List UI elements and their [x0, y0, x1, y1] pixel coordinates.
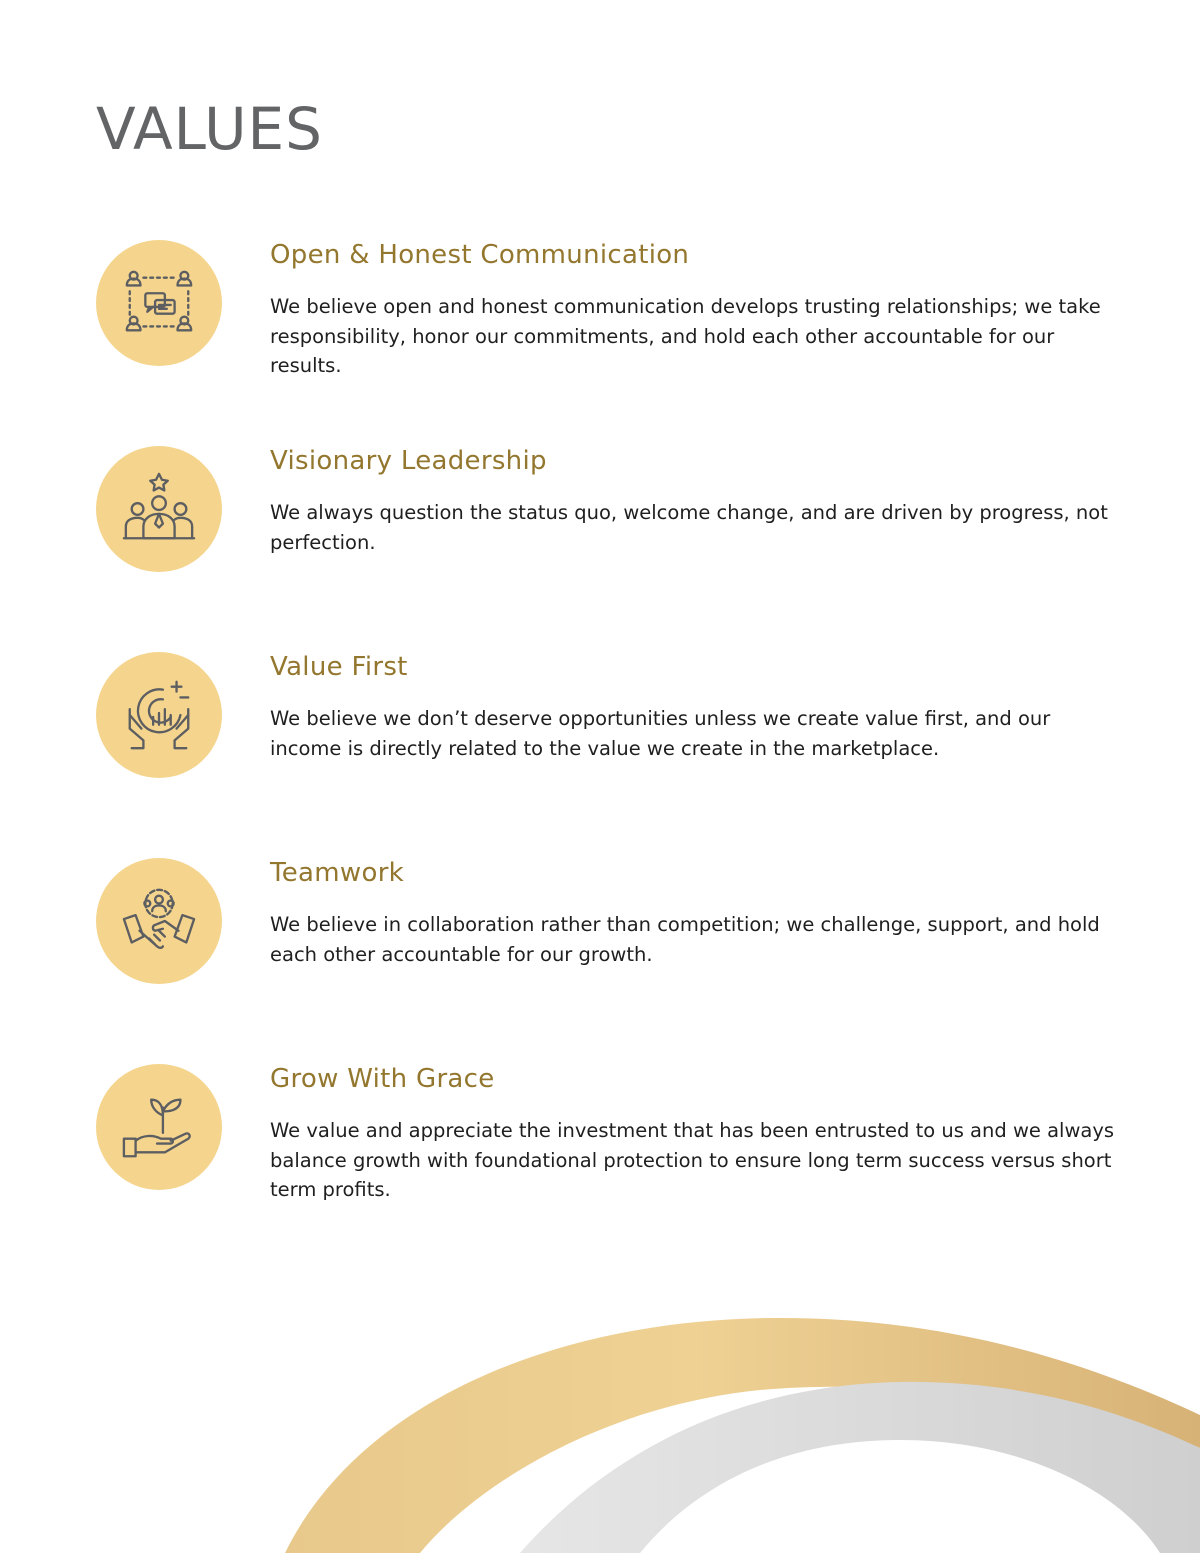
value-heading: Value First: [270, 652, 408, 682]
hand-sprout-icon: [96, 1064, 222, 1190]
value-heading: Open & Honest Communication: [270, 240, 690, 270]
value-description: We believe open and honest communication develops trusting relationships; we take responsibility, honor our commitments, and hold each other accountable for our results.: [270, 295, 1101, 377]
value-item-value-first: [96, 652, 1136, 822]
group-communication-icon: [96, 240, 222, 366]
value-item-leadership: [96, 446, 1136, 616]
value-description: We always question the status quo, welcome change, and are driven by progress, not perfection.: [270, 501, 1108, 554]
leader-star-icon: [96, 446, 222, 572]
value-item-grow-with-grace: [96, 1064, 1136, 1234]
value-heading: Grow With Grace: [270, 1064, 495, 1094]
value-heading: Visionary Leadership: [270, 446, 547, 476]
value-item-communication: [96, 240, 1136, 410]
value-description: We believe we don’t deserve opportunities unless we create value first, and our income is directly related to the value we create in the marketplace.: [270, 707, 1051, 760]
value-item-teamwork: [96, 858, 1136, 1028]
handshake-gear-icon: [96, 858, 222, 984]
page-title: VALUES: [96, 95, 323, 163]
value-heading: Teamwork: [270, 858, 405, 888]
hands-growth-chart-icon: [96, 652, 222, 778]
value-description: We value and appreciate the investment that has been entrusted to us and we always balance growth with foundational protection to ensure long term success versus short term profits.: [270, 1119, 1115, 1201]
value-description: We believe in collaboration rather than competition; we challenge, support, and hold each other accountable for our growth.: [270, 913, 1100, 966]
